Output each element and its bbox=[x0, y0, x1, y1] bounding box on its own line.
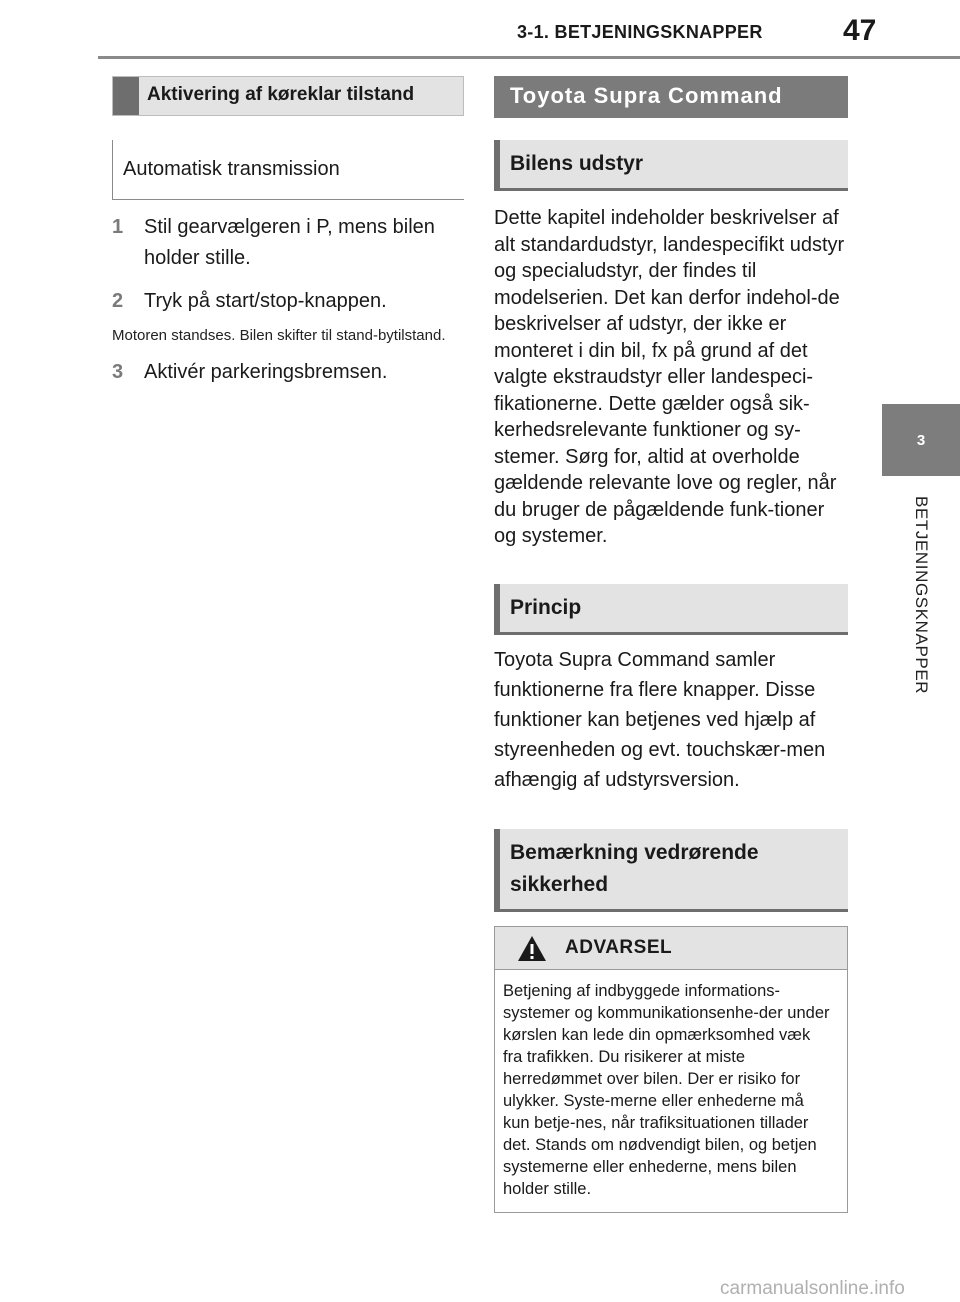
paragraph-principle: Toyota Supra Command samler funktionerne fra flere knapper. Disse funktioner kan betjenes ved hjælp af styreenheden og evt. touchskær-men afhængig af udstyrsversion. bbox=[494, 648, 826, 791]
subsection-heading-principle: Princip bbox=[494, 584, 848, 635]
warning-box bbox=[494, 926, 848, 1213]
subsection-heading-safety: Bemærkning vedrørende sikkerhed bbox=[494, 829, 848, 912]
step-item bbox=[112, 212, 464, 274]
step-item bbox=[112, 357, 464, 388]
step-text: Aktivér parkeringsbremsen. bbox=[144, 361, 388, 383]
header-divider bbox=[98, 56, 960, 59]
step-text: Stil gearvælgeren i P, mens bilen holder stille. bbox=[144, 216, 435, 269]
warning-title: ADVARSEL bbox=[565, 936, 673, 958]
subheading-automatic-transmission: Automatisk transmission bbox=[112, 140, 464, 200]
section-heading-activation-text: Aktivering af køreklar tilstand bbox=[147, 84, 415, 105]
step-text: Tryk på start/stop-knappen. bbox=[144, 290, 387, 312]
warning-header bbox=[495, 927, 847, 970]
watermark: carmanualsonline.info bbox=[720, 1278, 905, 1299]
step-number: 2 bbox=[112, 290, 124, 312]
warning-triangle-icon bbox=[517, 935, 547, 962]
chapter-tab[interactable] bbox=[882, 404, 960, 476]
step-number: 1 bbox=[112, 216, 124, 238]
step-note: Motoren standses. Bilen skifter til stand-bytilstand. bbox=[112, 327, 446, 344]
chapter-title: 3-1. BETJENINGSKNAPPER bbox=[517, 22, 763, 42]
section-banner: Toyota Supra Command bbox=[494, 76, 848, 118]
left-column bbox=[112, 76, 464, 388]
chapter-tab-number: 3 bbox=[916, 431, 926, 449]
paragraph-equipment: Dette kapitel indeholder beskrivelser af alt standardudstyr, landespecifikt udstyr og specialudstyr, der findes til modelserien. Det kan derfor indehol-de beskrivelser af udstyr, der ikke er monteret i din bil, fx på grund af det valgte ekstraudstyr eller landespeci-fikationerne. Dette gælder også sik-kerhedsrelevante funktioner og sy-stemer. Sørg for, altid at overholde gældende relevante love og regler, når du bruger de pågældende funk-tioner og systemer. bbox=[494, 207, 845, 547]
step-item bbox=[112, 286, 464, 317]
chapter-side-label: BETJENINGSKNAPPER bbox=[912, 496, 931, 695]
step-number: 3 bbox=[112, 361, 124, 383]
warning-text: Betjening af indbyggede informations-systemer og kommunikationsenhe-der under kørslen kan lede din opmærksomhed væk fra trafikken. Du risikerer at miste herredømmet over bilen. Der er risiko for ulykker. Syste-merne eller enhederne må kun betje-nes, når trafiksituationen tillader det. Stands om nødvendigt bilen, og betjen systemerne eller enhederne, mens bilen holder stille. bbox=[503, 981, 830, 1198]
section-heading-activation bbox=[112, 76, 464, 116]
subsection-heading-equipment: Bilens udstyr bbox=[494, 140, 848, 191]
right-column bbox=[494, 76, 848, 1213]
page-number: 47 bbox=[843, 14, 877, 47]
